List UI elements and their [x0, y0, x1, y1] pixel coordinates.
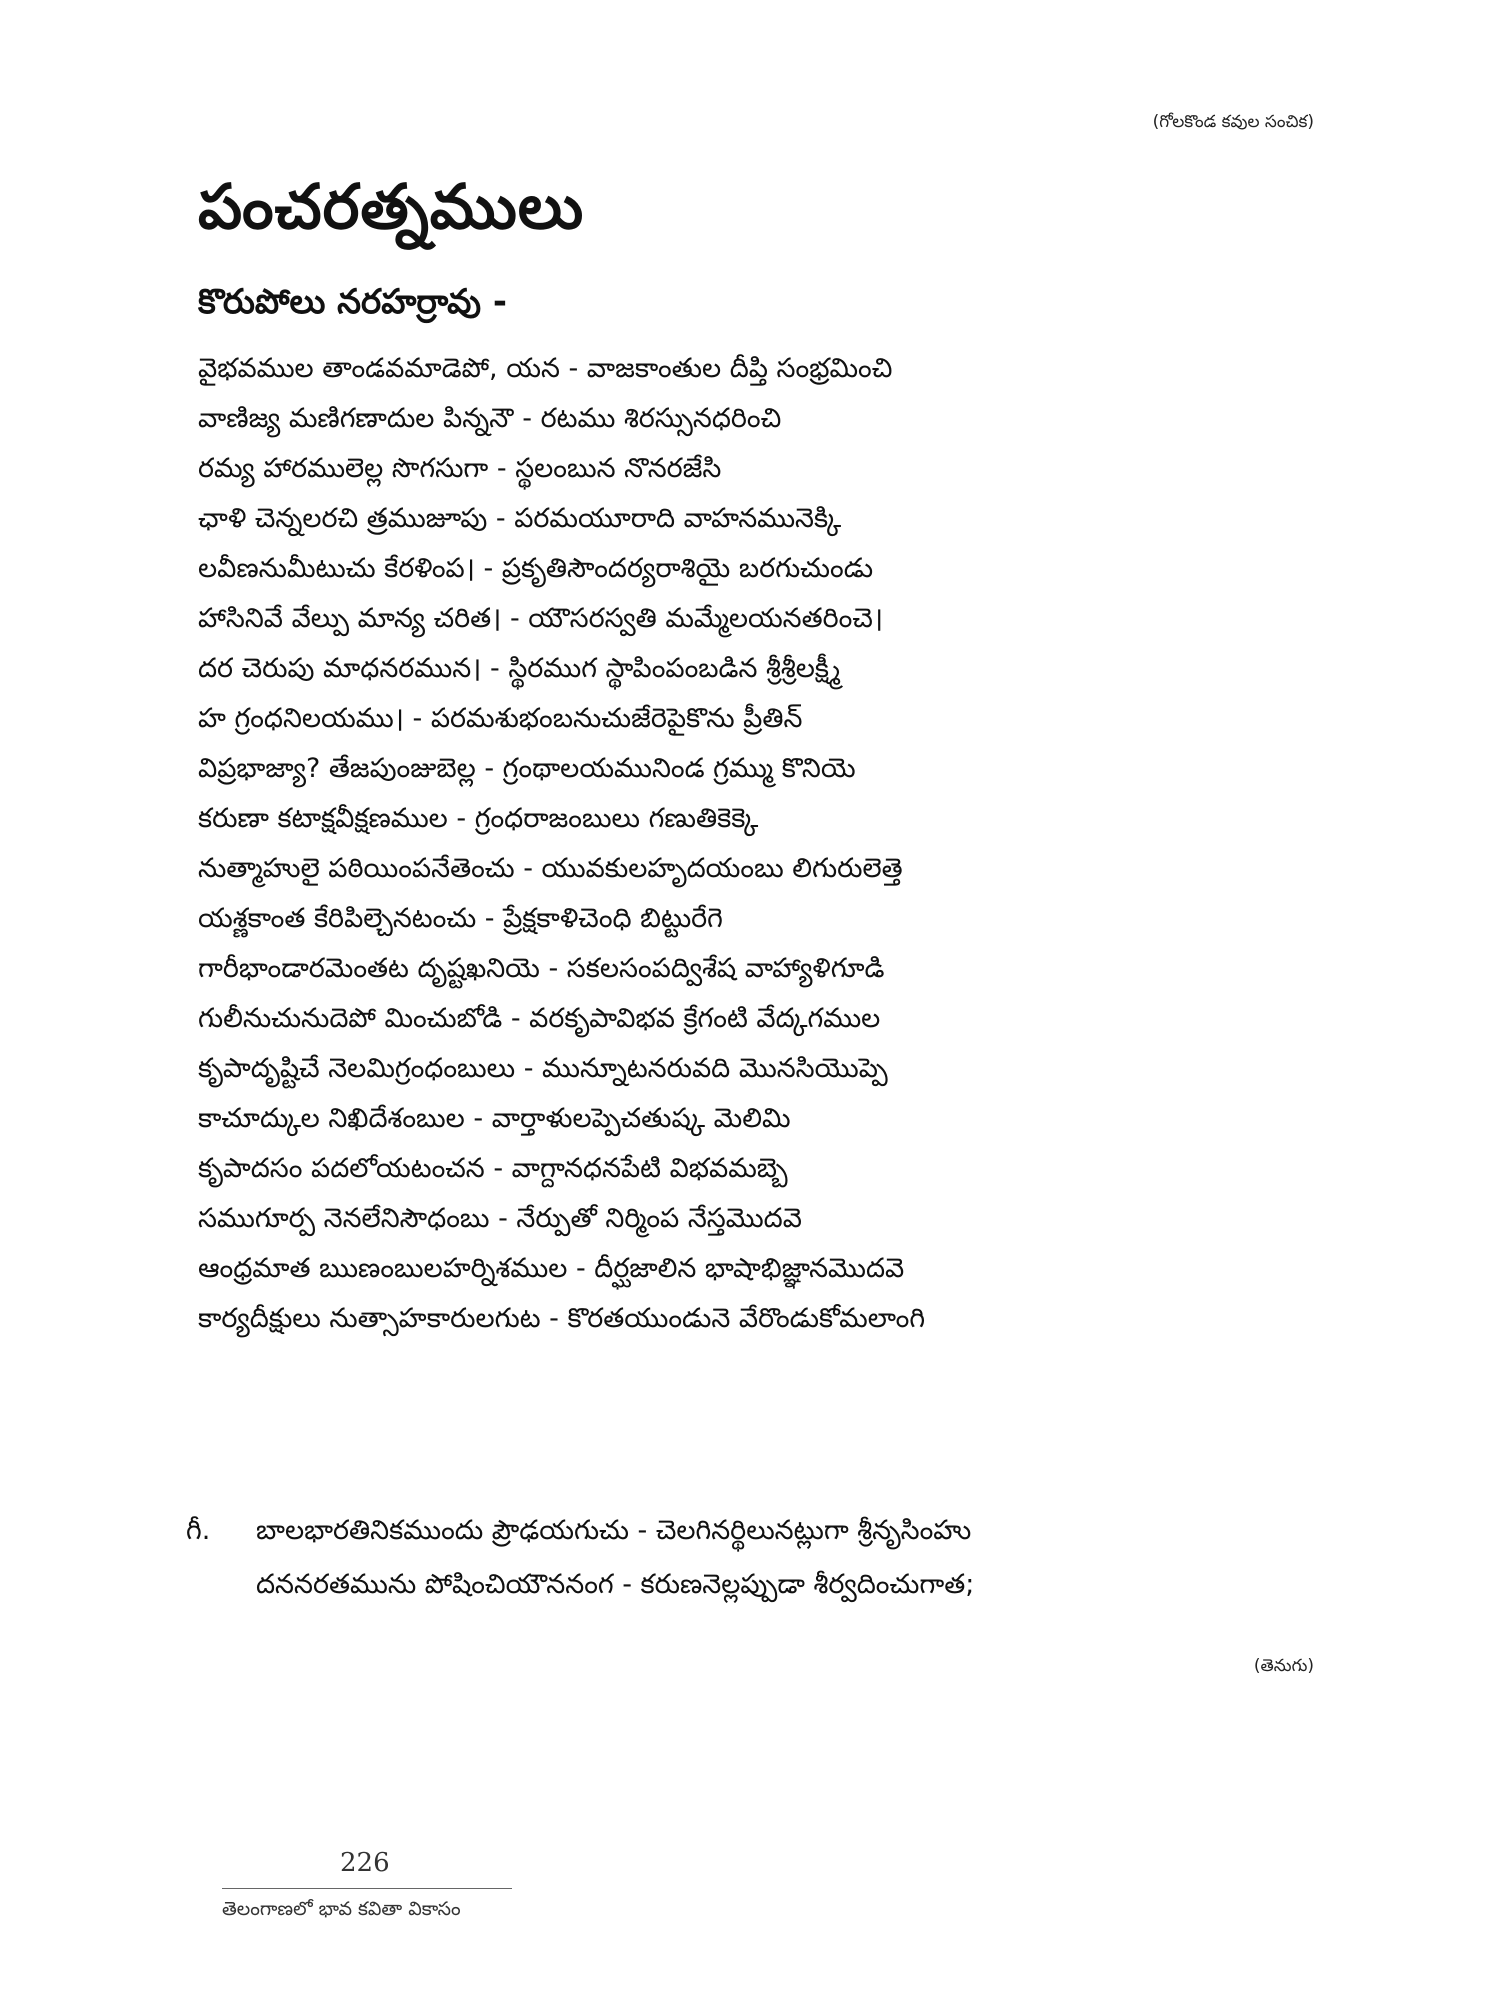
geethi-line	[186, 1558, 1316, 1612]
geethi-marker: గీ.	[186, 1515, 211, 1546]
poem-line: కాచూద్కుల నిఖిదేశంబుల - వార్తాళులప్పెచతుష్క మెలిమి	[198, 1103, 791, 1134]
poem-line: కృపాదృష్టిచే నెలమిగ్రంధంబులు - మున్నూటనరువది మొనసియొప్పె	[198, 1053, 888, 1084]
geethi-line	[186, 1504, 1316, 1558]
poem-line: యశ్ణకాంత కేరిపిల్చెనటంచు - ప్రేక్షకాళిచెంధి బిట్టురేగె	[198, 903, 723, 934]
poem-line: కార్యదీక్షులు నుత్సాహకారులగుట - కొరతయుండునె వేరొండుకోమలాంగి	[198, 1303, 926, 1334]
poem-line: గులీనుచునుదెపో మించుబోడి - వరకృపావిభవ క్రేగంటి వేద్కగముల	[198, 1003, 881, 1034]
poem-title: పంచరత్నములు	[198, 170, 585, 243]
footer-divider	[222, 1888, 512, 1889]
geethi-line-text: దననరతమును పోషించియౌననంగ - కరుణనెల్లప్పుడా శీర్వదించుగాత;	[256, 1569, 975, 1600]
geethi-verse	[186, 1504, 1316, 1612]
poem-line: హ గ్రంధనిలయము। - పరమశుభంబనుచుజేరెపైకొను ప్రీతిన్	[198, 703, 803, 734]
geethi-line-text: బాలభారతినికముందు ప్రౌఢయగుచు - చెలగినర్థిలునట్లుగా శ్రీనృసింహు	[256, 1515, 972, 1546]
poem-line: ఛాళి చెన్నలరచి త్రముజూపు - పరమయూరాది వాహనమునెక్కి	[198, 503, 842, 534]
book-title: తెలంగాణలో భావ కవితా వికాసం	[222, 1898, 461, 1920]
author-name: కొరుపోలు నరహర్రావు -	[198, 282, 508, 322]
poem-line: హాసినివే వేల్పు మాన్య చరిత। - యౌసరస్వతి మమ్మేలయనతరించె।	[198, 603, 884, 634]
poem-line: లవీణనుమీటుచు కేరళింప। - ప్రకృతిసౌందర్యరాశియై బరగుచుండు	[198, 553, 874, 584]
poem-line: కృపాదసం పదలోయటంచన - వాగ్దానధనపేటి విభవమబ్బె	[198, 1153, 788, 1184]
language-note: (తెనుగు)	[1253, 1656, 1314, 1676]
poem-line: కరుణా కటాక్షవీక్షణముల - గ్రంధరాజంబులు గణుతికెక్కె	[198, 803, 759, 834]
poem-line: వైభవముల తాండవమాడెపో, యన - వాజకాంతుల దీప్తి సంభ్రమించి	[198, 353, 893, 384]
poem-line: వాణిజ్య మణిగణాదుల పిన్ననౌ - రటము శిరస్సునధరించి	[198, 403, 782, 434]
poem-line: రమ్య హారములెల్ల సొగసుగా - స్థలంబున నొనరజేసి	[198, 453, 722, 484]
poem-line: విప్రభాజ్యా? తేజపుంజుబెల్ల - గ్రంథాలయమునిండ గ్రమ్ము కొనియె	[198, 753, 856, 784]
poem-line: గారీభాండారమెంతట దృష్టఖనియె - సకలసంపద్విశేష వాహ్యాళిగూడి	[198, 953, 885, 984]
poem-line: ఆంధ్రమాత ఋణంబులహర్నిశముల - దీర్ఘజాలిన భాషాభిజ్ఞానమొదవె	[198, 1253, 905, 1284]
page-number: 226	[340, 1848, 390, 1878]
poem-line: సముగూర్ప నెనలేనిసౌధంబు - నేర్పుతో నిర్మింప నేస్తమొదవె	[198, 1203, 802, 1234]
poem-line: నుత్మాహులై పఠియింపనేతెంచు - యువకులహృదయంబు లిగురులెత్తె	[198, 853, 903, 884]
poem-line: దర చెరుపు మాధనరమున। - స్థిరముగ స్థాపింపంబడిన శ్రీశ్రీలక్ష్మీ	[198, 653, 841, 684]
source-note: (గోలకొండ కవుల సంచిక)	[1152, 112, 1314, 132]
poem-body	[198, 344, 1318, 1344]
